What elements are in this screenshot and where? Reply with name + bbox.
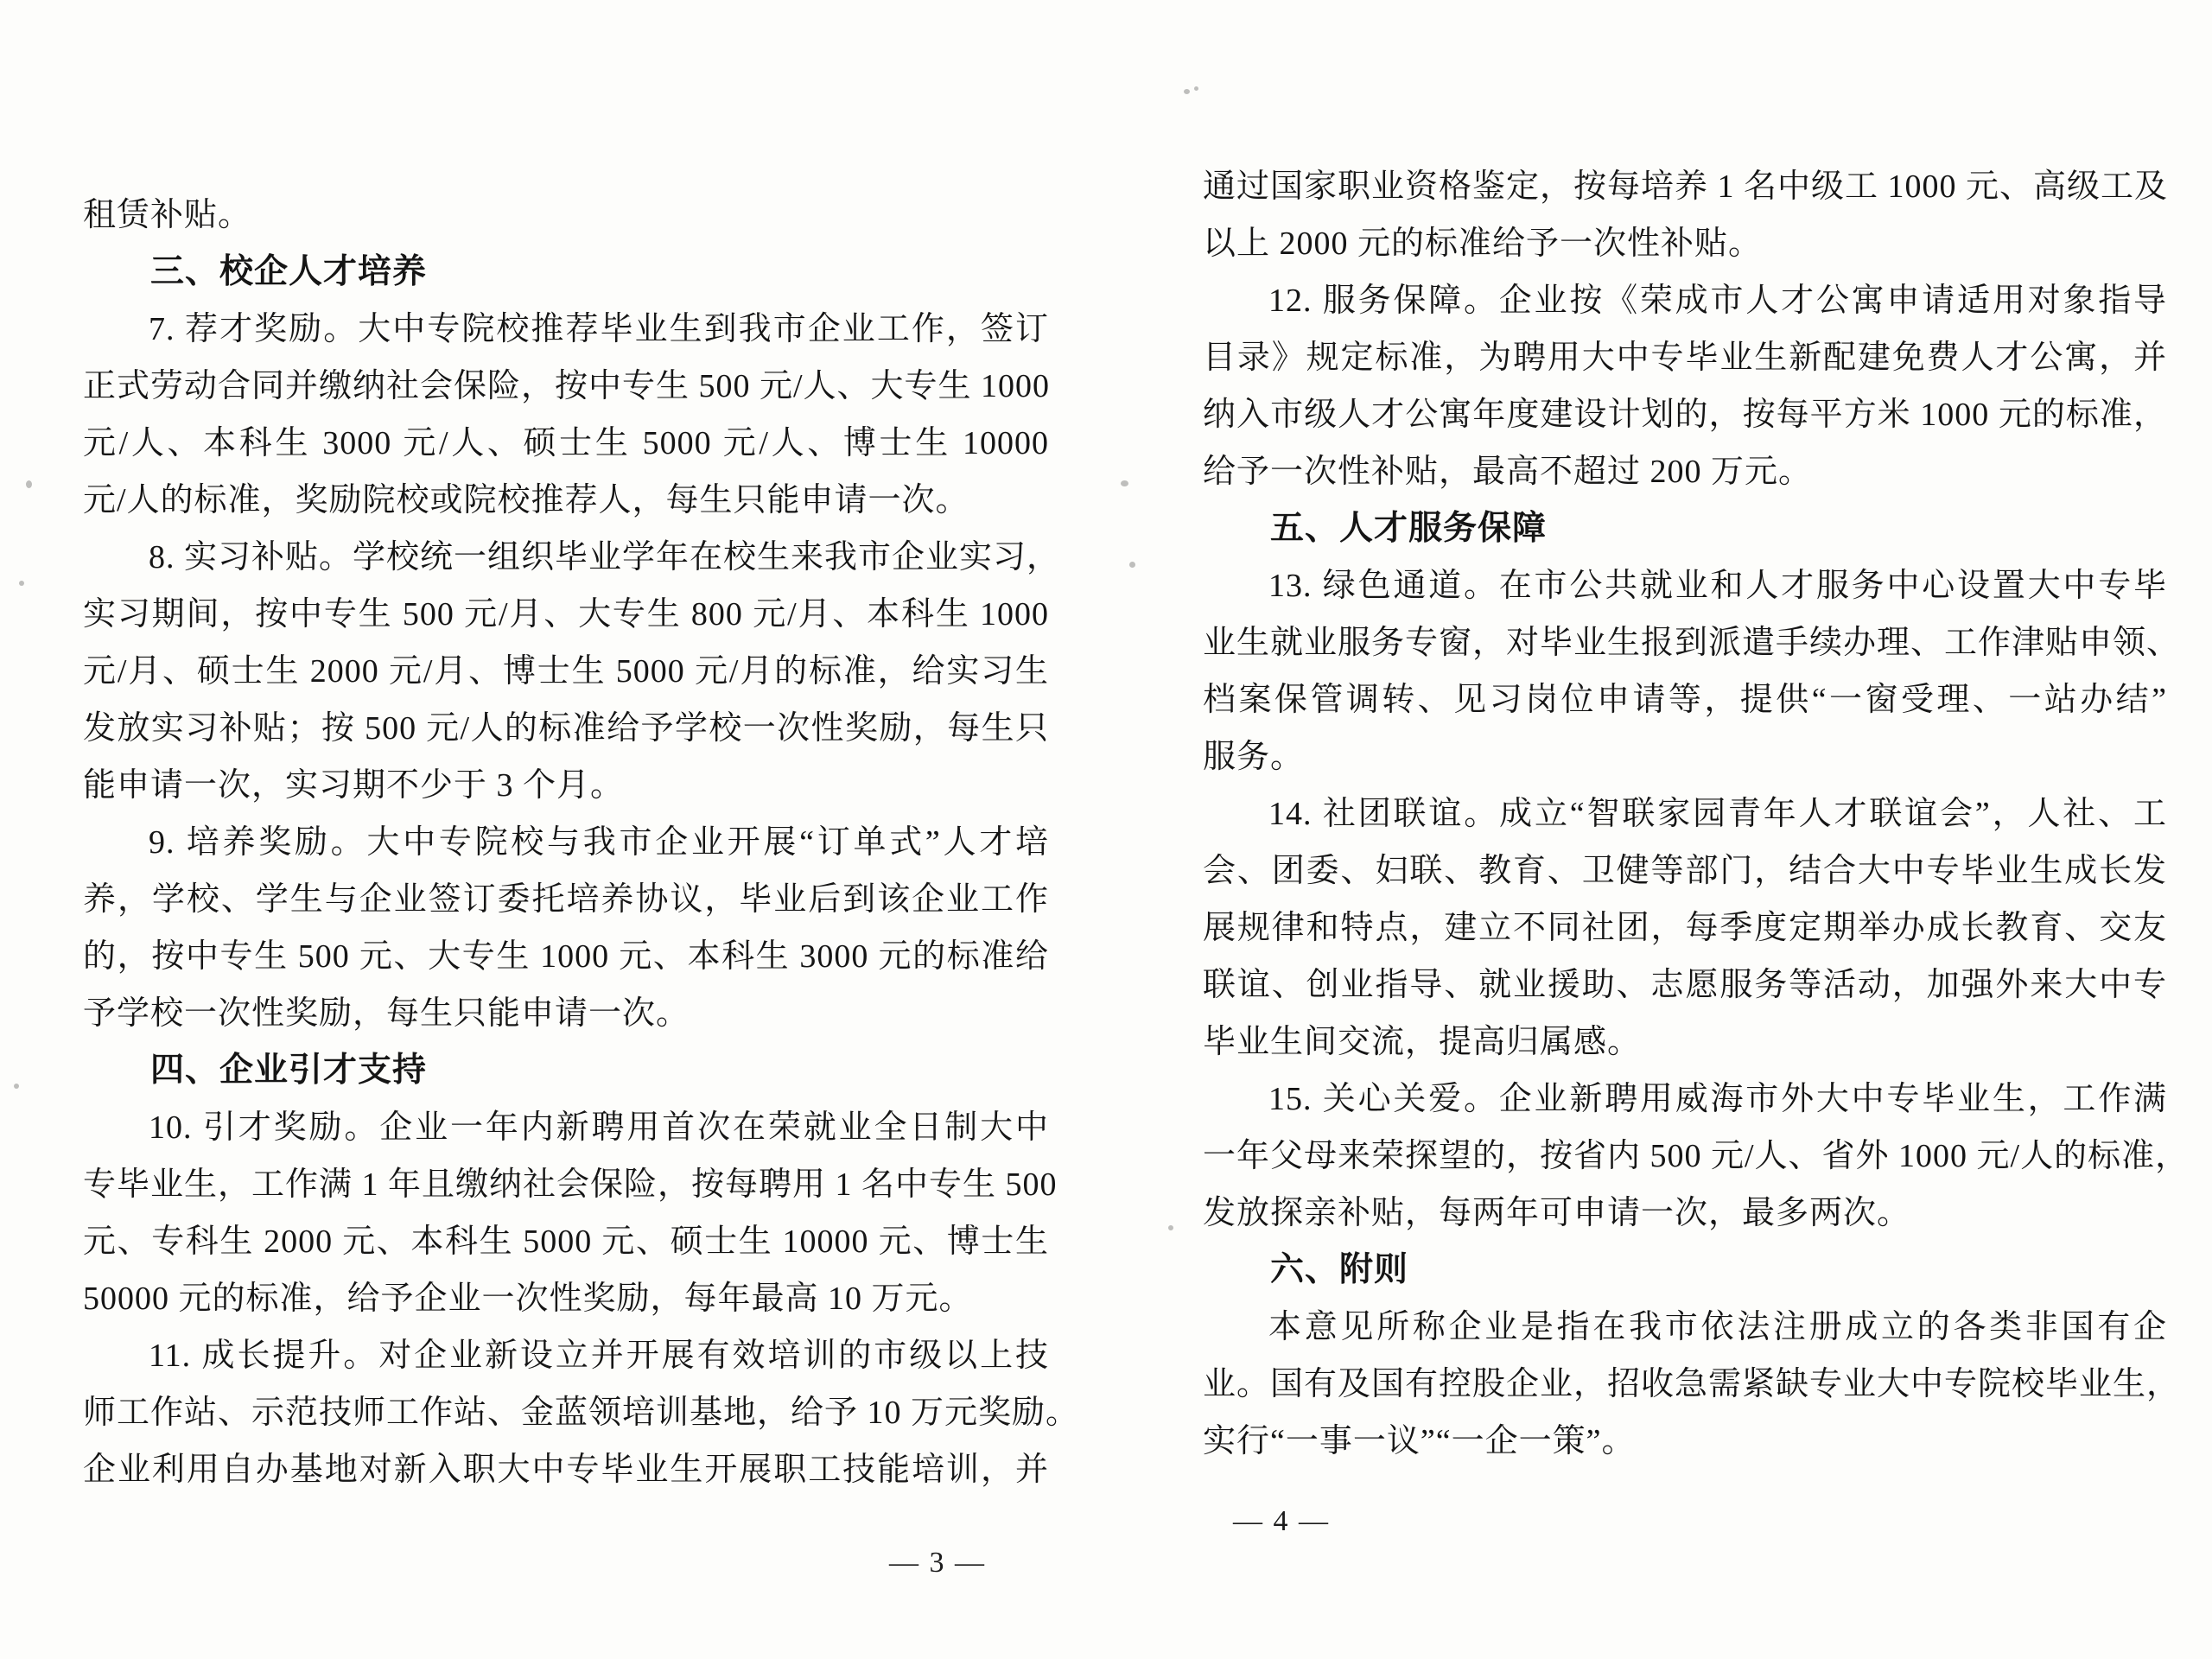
- text-line: 联谊、创业指导、就业援助、志愿服务等活动，加强外来大中专: [1203, 967, 2167, 1003]
- text-line: 师工作站、示范技师工作站、金蓝领培训基地，给予 10 万元奖励。: [83, 1395, 1080, 1431]
- text-line: 11. 成长提升。对企业新设立并开展有效培训的市级以上技: [149, 1338, 1049, 1374]
- text-line: 元/人的标准，奖励院校或院校推荐人，每生只能申请一次。: [83, 482, 969, 518]
- text-line: 以上 2000 元的标准给予一次性补贴。: [1203, 226, 1763, 262]
- scan-speck: [1168, 1225, 1173, 1230]
- scan-speck: [1184, 89, 1190, 94]
- page-number: — 4 —: [1233, 1505, 1330, 1537]
- text-line: 给予一次性补贴，最高不超过 200 万元。: [1203, 454, 1813, 490]
- text-line: 会、团委、妇联、教育、卫健等部门，结合大中专毕业生成长发: [1203, 853, 2167, 889]
- text-line: 实习期间，按中专生 500 元/月、大专生 800 元/月、本科生 1000: [83, 596, 1049, 632]
- section-heading: 三、校企人才培养: [150, 253, 428, 290]
- text-line: 业生就业服务专窗，对毕业生报到派遣手续办理、工作津贴申领、: [1203, 625, 2181, 661]
- page-4-text-column: [1203, 158, 2190, 1470]
- text-line: 9. 培养奖励。大中专院校与我市企业开展“订单式”人才培: [149, 824, 1049, 861]
- text-line: 毕业生间交流，提高归属感。: [1203, 1024, 1642, 1060]
- text-line: 予学校一次性奖励，每生只能申请一次。: [83, 995, 690, 1032]
- text-line: 实行“一事一议”“一企一策”。: [1203, 1423, 1636, 1459]
- text-line: 一年父母来荣探望的，按省内 500 元/人、省外 1000 元/人的标准，: [1203, 1138, 2190, 1174]
- text-line: 通过国家职业资格鉴定，按每培养 1 名中级工 1000 元、高级工及: [1203, 168, 2169, 205]
- text-line: 发放探亲补贴，每两年可申请一次，最多两次。: [1203, 1195, 1911, 1231]
- section-heading: 四、企业引才支持: [150, 1052, 428, 1089]
- text-line: 目录》规定标准，为聘用大中专毕业生新配建免费人才公寓，并: [1203, 340, 2167, 376]
- scan-speck: [1194, 86, 1198, 91]
- text-line: 展规律和特点，建立不同社团，每季度定期举办成长教育、交友: [1203, 910, 2167, 946]
- text-line: 元/人、本科生 3000 元/人、硕士生 5000 元/人、博士生 10000: [83, 425, 1049, 461]
- text-line: 元、专科生 2000 元、本科生 5000 元、硕士生 10000 元、博士生: [83, 1224, 1049, 1260]
- section-heading: 六、附则: [1270, 1251, 1409, 1288]
- scan-speck: [14, 1084, 19, 1089]
- section-heading: 五、人才服务保障: [1270, 510, 1548, 547]
- text-line: 本意见所称企业是指在我市依法注册成立的各类非国有企: [1268, 1309, 2167, 1345]
- text-line: 企业利用自办基地对新入职大中专毕业生开展职工技能培训，并: [83, 1452, 1049, 1488]
- text-line: 10. 引才奖励。企业一年内新聘用首次在荣就业全日制大中: [149, 1109, 1049, 1146]
- text-line: 8. 实习补贴。学校统一组织毕业学年在校生来我市企业实习，: [149, 539, 1061, 575]
- text-line: 服务。: [1203, 739, 1305, 775]
- text-line: 纳入市级人才公寓年度建设计划的，按每平方米 1000 元的标准，: [1203, 397, 2167, 433]
- text-line: 13. 绿色通道。在市公共就业和人才服务中心设置大中专毕: [1268, 568, 2167, 604]
- text-line: 能申请一次，实习期不少于 3 个月。: [83, 767, 625, 804]
- text-line: 14. 社团联谊。成立“智联家园青年人才联谊会”，人社、工: [1268, 796, 2167, 832]
- text-line: 元/月、硕士生 2000 元/月、博士生 5000 元/月的标准，给实习生: [83, 653, 1049, 690]
- scan-speck: [1129, 562, 1135, 568]
- page-number: — 3 —: [889, 1547, 986, 1579]
- text-line: 档案保管调转、见习岗位申请等，提供“一窗受理、一站办结”: [1203, 682, 2167, 718]
- text-line: 发放实习补贴；按 500 元/人的标准给予学校一次性奖励，每生只: [83, 710, 1049, 747]
- text-line: 业。国有及国有控股企业，招收急需紧缺专业大中专院校毕业生，: [1203, 1366, 2181, 1402]
- scan-speck: [26, 480, 32, 488]
- text-line: 15. 关心关爱。企业新聘用威海市外大中专毕业生，工作满: [1268, 1081, 2167, 1117]
- text-line: 养，学校、学生与企业签订委托培养协议，毕业后到该企业工作: [83, 881, 1049, 918]
- scan-speck: [1121, 480, 1128, 486]
- text-line: 正式劳动合同并缴纳社会保险，按中专生 500 元/人、大专生 1000: [83, 368, 1051, 404]
- page-3-text-column: [83, 187, 1080, 1498]
- text-line: 12. 服务保障。企业按《荣成市人才公寓申请适用对象指导: [1268, 283, 2167, 319]
- scan-speck: [19, 581, 24, 586]
- text-line: 7. 荐才奖励。大中专院校推荐毕业生到我市企业工作，签订: [149, 311, 1049, 347]
- text-line: 专毕业生，工作满 1 年且缴纳社会保险，按每聘用 1 名中专生 500: [83, 1166, 1058, 1203]
- text-line: 50000 元的标准，给予企业一次性奖励，每年最高 10 万元。: [83, 1281, 973, 1317]
- text-line: 租赁补贴。: [83, 197, 252, 233]
- text-line: 的，按中专生 500 元、大专生 1000 元、本科生 3000 元的标准给: [83, 938, 1049, 975]
